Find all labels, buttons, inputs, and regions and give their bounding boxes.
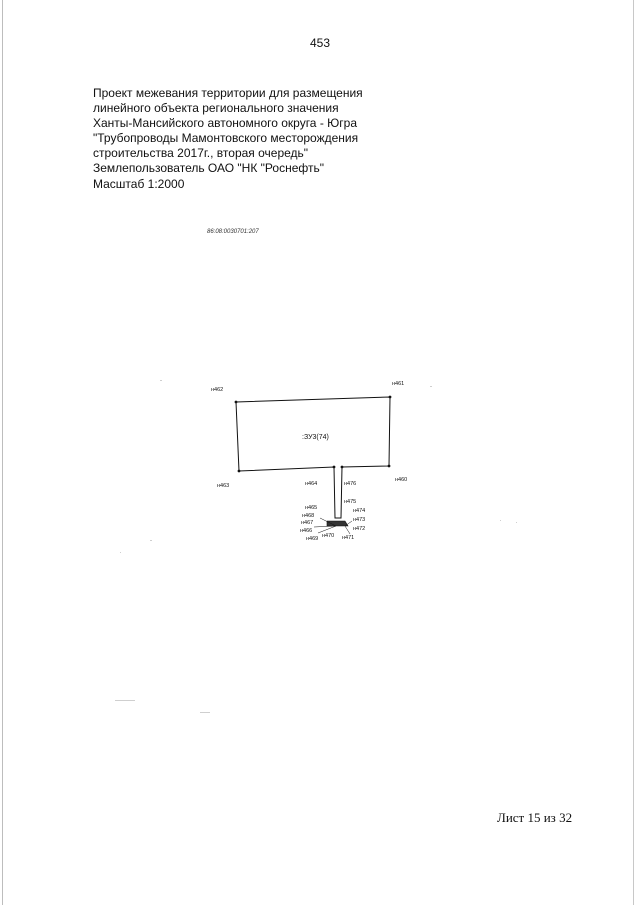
- point-label-n476: н476: [344, 481, 357, 487]
- scale-line: Масштаб 1:2000: [93, 176, 185, 191]
- point-label-n463: н463: [217, 483, 230, 489]
- point-label-n464: н464: [305, 481, 318, 487]
- vertex-n460: [388, 465, 391, 468]
- vertex-n462: [235, 401, 238, 404]
- point-label-n473: н473: [353, 517, 366, 523]
- point-label-n470: н470: [322, 533, 335, 539]
- point-label-n462: н462: [211, 387, 224, 393]
- point-label-n468: н468: [302, 513, 315, 519]
- sheet-label: Лист 15 из 32: [497, 810, 573, 825]
- point-label-n469: н469: [306, 536, 319, 542]
- zone-label: :ЗУ3(74): [302, 434, 329, 441]
- point-label-n461: н461: [392, 381, 405, 387]
- cadastral-number: 86:08:0030701:207: [207, 229, 259, 235]
- title-line: "Трубопроводы Мамонтовского месторождения: [93, 131, 359, 146]
- point-label-n472: н472: [353, 526, 366, 532]
- point-label-n475: н475: [344, 499, 357, 505]
- title-line: Землепользователь ОАО "НК "Роснефть": [93, 161, 324, 176]
- title-line: Проект межевания территории для размещения: [93, 86, 363, 100]
- vertex-n463: [238, 470, 241, 473]
- point-label-n467: н467: [301, 520, 314, 526]
- page-number: 453: [309, 36, 331, 50]
- point-label-n465: н465: [305, 505, 318, 511]
- point-label-n471: н471: [342, 535, 355, 541]
- title-line: Ханты-Мансийского автономного округа - Югра: [93, 116, 357, 131]
- title-line: строительства 2017г., вторая очередь": [93, 146, 309, 161]
- point-label-n474: н474: [353, 508, 366, 514]
- point-label-n466: н466: [300, 528, 313, 534]
- vertex-n476: [341, 466, 344, 469]
- vertex-n461: [389, 396, 392, 399]
- point-label-n460: н460: [395, 477, 408, 483]
- title-line: линейного объекта регионального значения: [93, 101, 339, 116]
- vertex-n464: [333, 466, 336, 469]
